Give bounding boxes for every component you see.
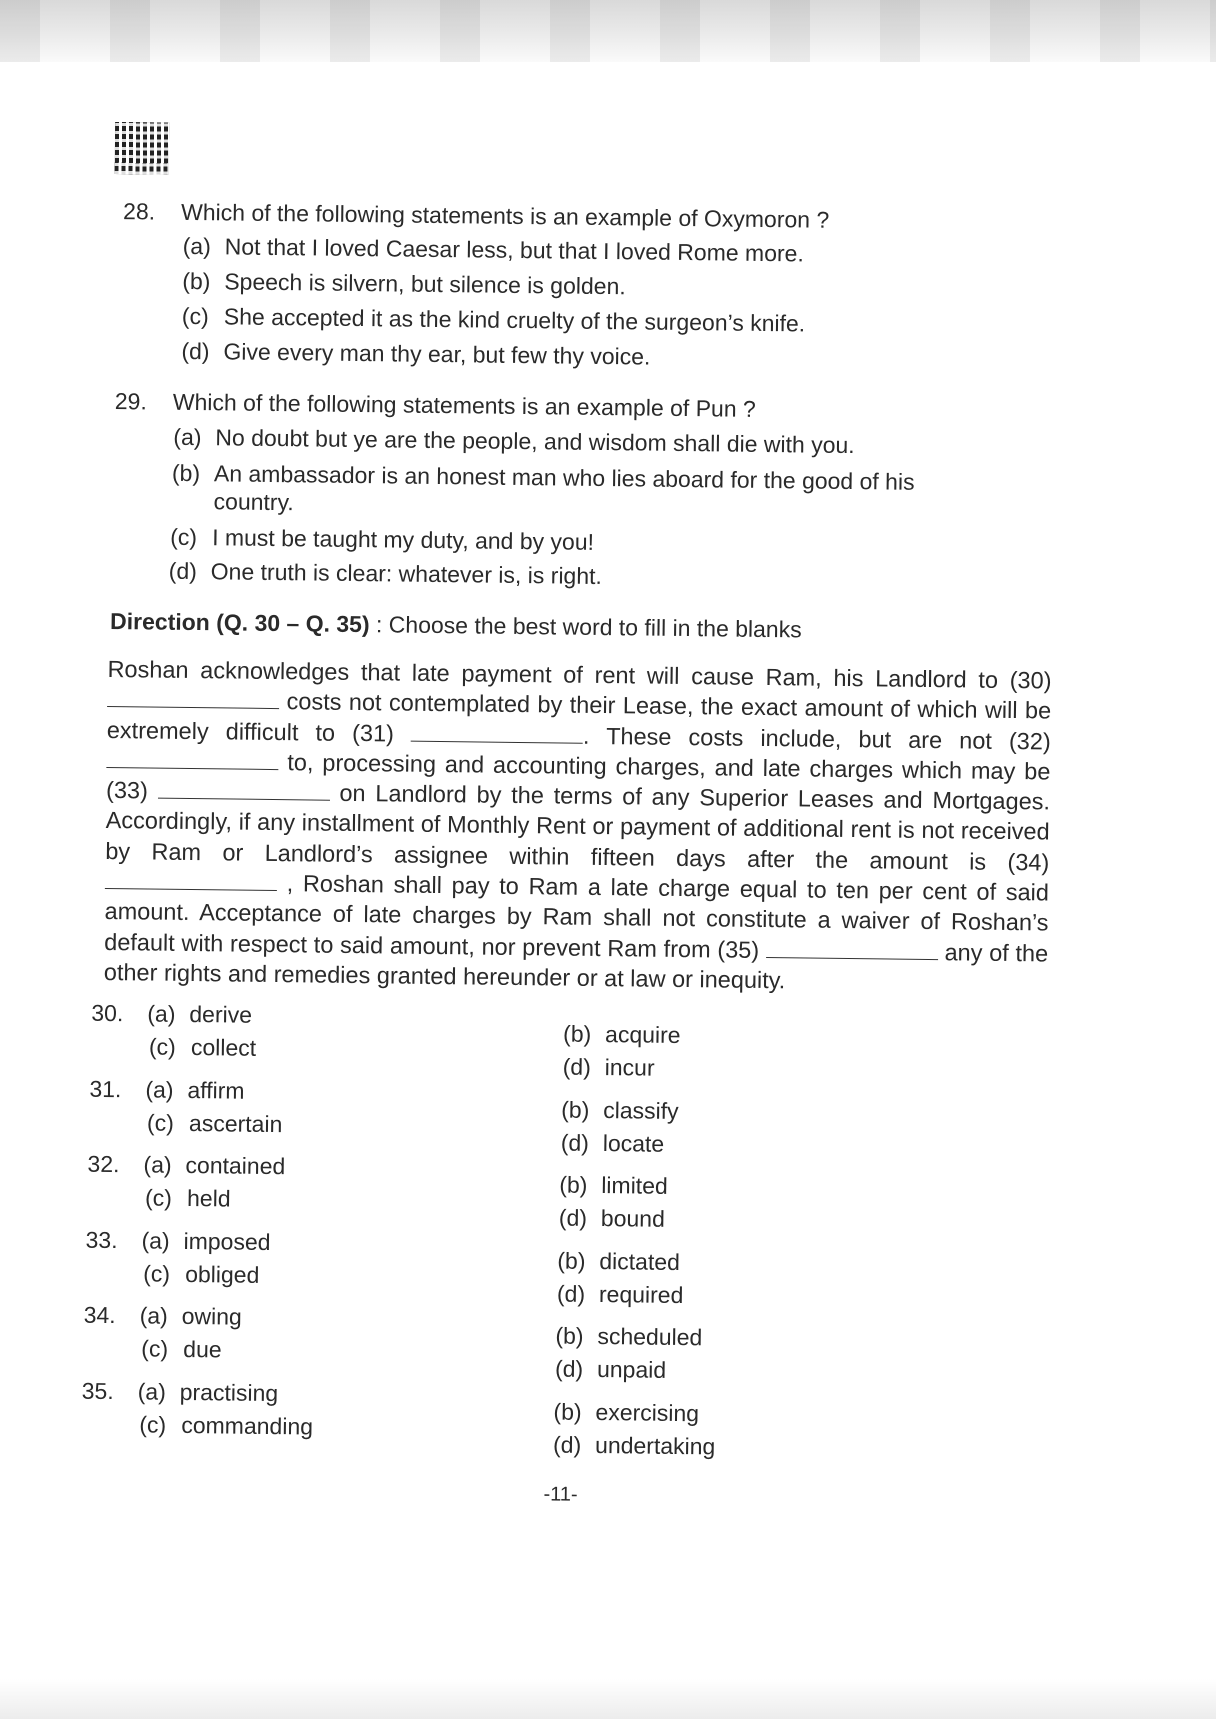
option-label: (b) xyxy=(171,459,201,487)
option-text: Speech is silvern, but silence is golden. xyxy=(224,268,626,300)
option-label: (a) xyxy=(182,232,212,260)
option-text: exercising xyxy=(595,1398,700,1426)
passage-text: any of the other rights and remedies granted hereunder or at law or inequity. xyxy=(103,938,1049,994)
question-number: 32. xyxy=(87,1150,120,1178)
option-label: (c) xyxy=(143,1259,171,1287)
blank-34 xyxy=(105,874,277,891)
option-label: (d) xyxy=(554,1355,584,1382)
option-a xyxy=(183,233,804,268)
option-label: (c) xyxy=(141,1335,169,1362)
passage-text: costs not contemplated by their Lease, the exact amount of which will be extremely difficult to (31) xyxy=(106,688,1052,747)
option-text: classify xyxy=(603,1096,679,1124)
question-text: Which of the following statements is an example of Pun ? xyxy=(172,388,756,422)
option-b xyxy=(555,1322,702,1351)
option-text: Not that I loved Caesar less, but that I loved Rome more. xyxy=(224,233,804,267)
option-b xyxy=(557,1247,680,1275)
option-text: due xyxy=(183,1335,222,1363)
option-text: derive xyxy=(189,1001,253,1028)
option-a xyxy=(139,1302,241,1330)
option-label: (b) xyxy=(557,1247,586,1274)
option-text: undertaking xyxy=(594,1431,716,1459)
option-label: (d) xyxy=(552,1430,582,1458)
page-number: -11- xyxy=(543,1483,578,1506)
option-a xyxy=(147,1000,252,1028)
option-text: dictated xyxy=(599,1247,681,1275)
option-text: scheduled xyxy=(597,1323,703,1351)
direction-text: Choose the best word to fill in the blanks xyxy=(388,611,802,643)
option-c xyxy=(182,303,806,338)
option-text: An ambassador is an honest man who lies aboard for the good of his xyxy=(213,460,915,495)
option-a xyxy=(141,1227,270,1256)
option-text: affirm xyxy=(187,1076,245,1104)
option-label: (b) xyxy=(561,1096,590,1123)
option-label: (a) xyxy=(141,1226,170,1254)
option-label: (c) xyxy=(139,1410,167,1438)
question-number: 31. xyxy=(89,1075,122,1102)
passage-text: , Roshan shall pay to Ram a late charge equal to ten per cent of said amount. Acceptance of late charges by Ram shall not constitute a waiver of Roshan’s default with respect to said amount, nor prevent Ram from (35) xyxy=(104,870,1050,963)
option-text: held xyxy=(186,1184,231,1212)
passage-text: on Landlord by the terms of any Superior Leases and Mortgages. Accordingly, if any installment of Monthly Rent or payment of additional rent is not received by Ram or Landlord’s assignee within fifteen days after the amount is (34) xyxy=(105,780,1051,876)
option-label: (b) xyxy=(555,1322,584,1349)
option-label: (a) xyxy=(137,1377,167,1405)
option-text: unpaid xyxy=(596,1356,667,1383)
option-c xyxy=(149,1034,257,1062)
option-b xyxy=(561,1096,679,1124)
option-b xyxy=(559,1172,668,1200)
question-number: 29. xyxy=(114,388,147,415)
direction-separator: : xyxy=(369,611,389,638)
option-label: (d) xyxy=(556,1280,586,1307)
option-a xyxy=(173,424,855,459)
option-label: (c) xyxy=(146,1108,175,1136)
option-a xyxy=(138,1378,279,1407)
question-number: 28. xyxy=(122,198,156,225)
option-text: incur xyxy=(604,1054,655,1081)
option-label: (b) xyxy=(182,267,211,295)
option-b xyxy=(563,1021,681,1049)
option-d xyxy=(181,338,650,371)
option-label: (c) xyxy=(181,302,209,330)
option-b-continued: country. xyxy=(213,488,294,516)
direction xyxy=(110,608,802,643)
option-d xyxy=(555,1355,666,1383)
question-number: 30. xyxy=(91,999,124,1027)
option-text: collect xyxy=(190,1034,257,1061)
blank-32 xyxy=(106,753,278,770)
option-label: (a) xyxy=(173,423,202,451)
qr-code-icon xyxy=(115,122,170,175)
blank-31 xyxy=(411,726,583,743)
option-d xyxy=(559,1205,665,1233)
option-c xyxy=(147,1109,283,1138)
option-text: bound xyxy=(600,1205,666,1232)
option-label: (d) xyxy=(168,557,198,585)
cloze-passage xyxy=(104,654,1052,999)
option-text: Give every man thy ear, but few thy voice. xyxy=(223,338,651,370)
option-text: She accepted it as the kind cruelty of the surgeon’s knife. xyxy=(223,303,806,337)
option-text: practising xyxy=(179,1378,279,1406)
option-text: owing xyxy=(181,1302,242,1330)
option-c xyxy=(143,1260,260,1288)
option-c xyxy=(139,1411,313,1440)
option-label: (b) xyxy=(562,1020,592,1047)
blank-35 xyxy=(766,943,938,960)
option-d xyxy=(561,1129,665,1157)
option-text: I must be taught my duty, and by you! xyxy=(212,524,595,555)
option-text: One truth is clear: whatever is, is right. xyxy=(210,558,603,590)
option-a xyxy=(145,1076,244,1104)
option-text: contained xyxy=(185,1151,286,1180)
option-label: (a) xyxy=(139,1302,168,1329)
option-text: imposed xyxy=(183,1227,271,1255)
passage-text: Roshan acknowledges that late payment of rent will cause Ram, his Landlord to (30) xyxy=(107,655,1052,694)
option-label: (d) xyxy=(560,1129,590,1156)
option-c xyxy=(170,524,594,556)
option-d xyxy=(557,1280,684,1309)
option-text: ascertain xyxy=(188,1109,283,1137)
option-text: No doubt but ye are the people, and wisdom shall die with you. xyxy=(215,424,855,459)
question-number: 33. xyxy=(85,1226,118,1253)
question-number: 35. xyxy=(81,1377,114,1404)
option-label: (d) xyxy=(558,1204,588,1231)
option-text: required xyxy=(598,1280,684,1308)
option-text: acquire xyxy=(604,1021,681,1049)
option-label: (a) xyxy=(145,1075,174,1103)
option-label: (c) xyxy=(170,523,198,551)
passage-text: to, processing and accounting charges, and late charges which may be (33) xyxy=(105,749,1051,804)
option-text: limited xyxy=(601,1172,668,1199)
option-label: (c) xyxy=(144,1184,173,1211)
option-text: commanding xyxy=(181,1411,314,1440)
option-text: locate xyxy=(602,1129,665,1157)
option-text: obliged xyxy=(185,1260,260,1288)
question-text: Which of the following statements is an example of Oxymoron ? xyxy=(180,198,830,233)
blank-33 xyxy=(158,784,330,801)
option-label: (b) xyxy=(559,1171,588,1198)
option-b xyxy=(553,1398,699,1427)
direction-heading: Direction (Q. 30 – Q. 35) xyxy=(109,608,370,638)
passage-text: . These costs include, but are not (32) xyxy=(582,722,1051,755)
option-label: (a) xyxy=(143,1151,172,1178)
blank-30 xyxy=(107,692,279,709)
option-d xyxy=(169,558,602,590)
option-a xyxy=(143,1151,285,1180)
option-b xyxy=(182,268,626,300)
option-label: (c) xyxy=(148,1033,176,1060)
option-label: (d) xyxy=(181,337,210,365)
option-label: (b) xyxy=(553,1397,582,1425)
option-label: (a) xyxy=(147,1000,176,1027)
option-d xyxy=(553,1431,716,1460)
option-c xyxy=(145,1184,231,1212)
question-number: 34. xyxy=(83,1301,116,1329)
option-d xyxy=(563,1054,655,1082)
option-label: (d) xyxy=(562,1053,592,1080)
option-c xyxy=(141,1335,222,1363)
